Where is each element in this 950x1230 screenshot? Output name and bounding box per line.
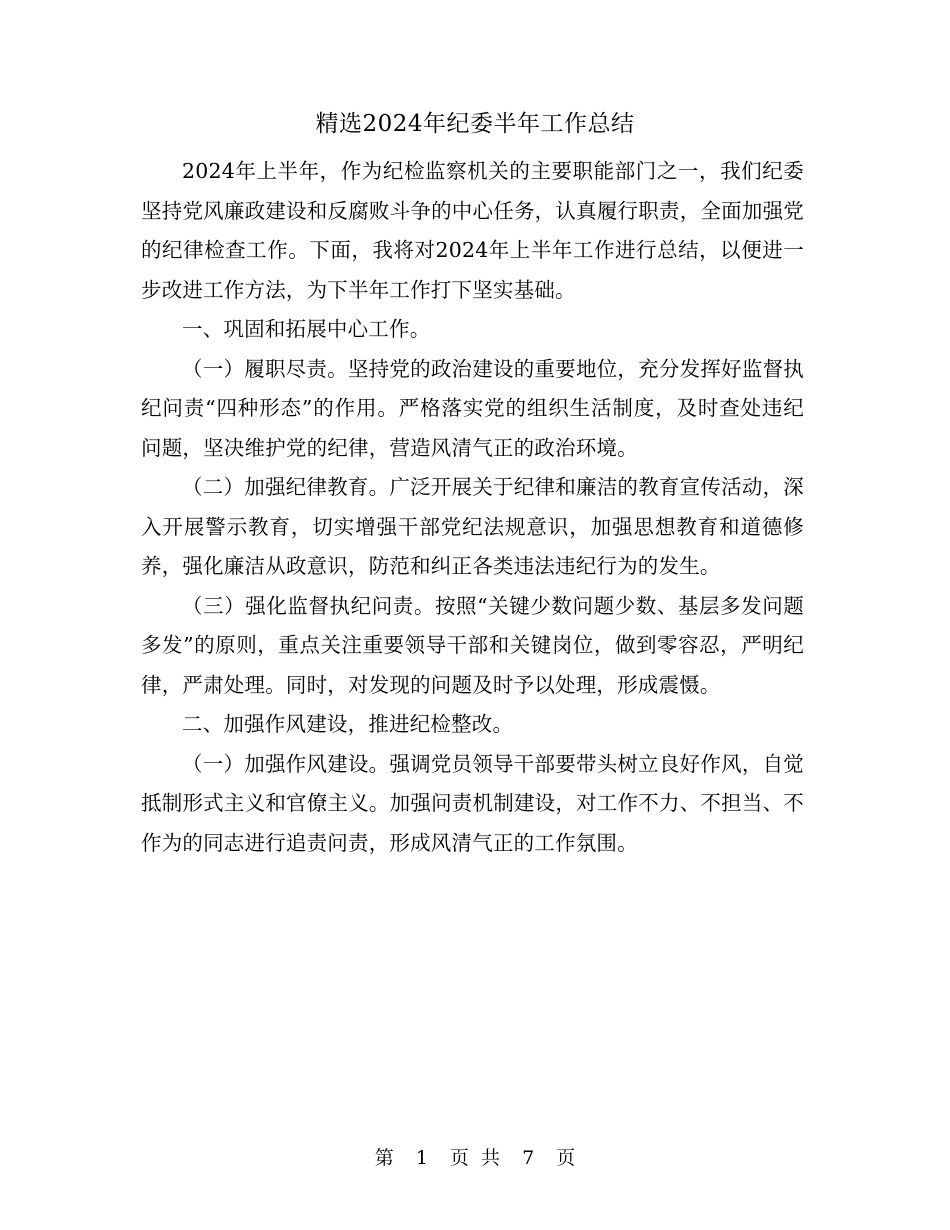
current-page-number: 1 bbox=[415, 1147, 428, 1169]
document-body bbox=[141, 152, 804, 863]
document-title: 精选2024年纪委半年工作总结 bbox=[315, 111, 635, 137]
page-label-suffix: 页 bbox=[556, 1147, 576, 1169]
page-label-mid: 页 共 bbox=[449, 1147, 501, 1169]
section-heading-1: 一、巩固和拓展中心工作。 bbox=[182, 317, 431, 341]
page-label-prefix: 第 bbox=[374, 1147, 394, 1169]
intro-paragraph: 2024年上半年，作为纪检监察机关的主要职能部门之一，我们纪委坚持党风廉政建设和反腐败斗争的中心任务，认真履行职责，全面加强党的纪律检查工作。下面，我将对2024年上半年工作进行总结，以便进一步改进工作方法，为下半年工作打下坚实基础。 bbox=[141, 159, 804, 302]
total-page-count: 7 bbox=[522, 1147, 535, 1169]
section-1-item-3: （三）强化监督执纪问责。按照“关键少数问题少数、基层多发问题多发”的原则，重点关注重要领导干部和关键岗位，做到零容忍，严明纪律，严肃处理。同时，对发现的问题及时予以处理，形成震慑。 bbox=[141, 593, 804, 697]
section-heading-2: 二、加强作风建设，推进纪检整改。 bbox=[182, 712, 514, 736]
page-footer bbox=[0, 1143, 950, 1173]
section-1-item-1: （一）履职尽责。坚持党的政治建设的重要地位，充分发挥好监督执纪问责“四种形态”的作用。严格落实党的组织生活制度，及时查处违纪问题，坚决维护党的纪律，营造风清气正的政治环境。 bbox=[141, 356, 804, 460]
section-2-item-1: （一）加强作风建设。强调党员领导干部要带头树立良好作风，自觉抵制形式主义和官僚主义。加强问责机制建设，对工作不力、不担当、不作为的同志进行追责问责，形成风清气正的工作氛围。 bbox=[141, 751, 804, 855]
section-1-item-2: （二）加强纪律教育。广泛开展关于纪律和廉洁的教育宣传活动，深入开展警示教育，切实增强干部党纪法规意识，加强思想教育和道德修养，强化廉洁从政意识，防范和纠正各类违法违纪行为的发生。 bbox=[141, 475, 804, 578]
